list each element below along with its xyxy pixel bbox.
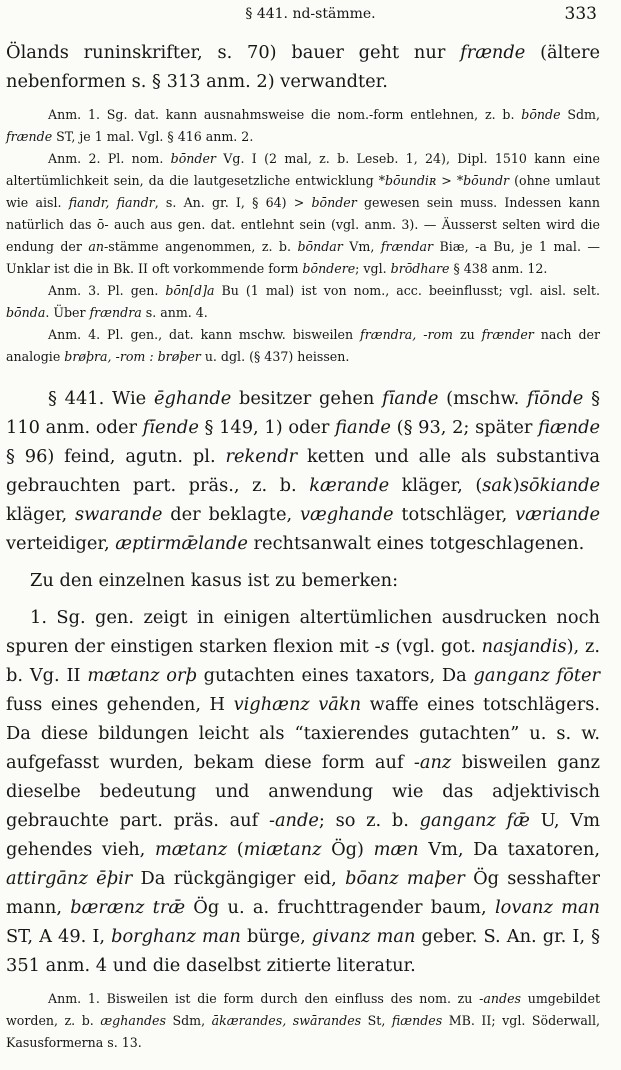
note-anm-4: Anm. 4. Pl. gen., dat. kann mschw. bisweilen frændra, -rom zu frænder nach der analogie brøþra, -rom : brøþer u. dgl. (§ 437) heissen. [6,327,601,364]
page-number: 333 [564,4,597,24]
paragraph-sg-gen: 1. Sg. gen. zeigt in einigen altertümlichen ausdrucken noch spuren der einstigen starken flexion mit -s (vgl. got. nasjandis), z. b. Vg. II mætanz orþ gutachten eines taxators, Da ganganz fōter fuss eines gehenden, H vighænz vākn waffe eines totschlägers. Da diese bildungen leicht als “taxierendes gutachten” u. s. w. aufgefasst wurden, bekam diese form auf -anz bisweilen ganz dieselbe bedeutung und anwendung wie das adjektivisch gebrauchte part. präs. auf -ande; so z. b. ganganz fǣ U, Vm gehendes vieh, mætanz (miætanz Ög) mæn Vm, Da taxatoren, attirgānz ēþir Da rückgängiger eid, bōanz maþer Ög sesshafter mann, bærænz trǣ Ög u. a. fruchttragender baum, lovanz man ST, A 49. I, borghanz man bürge, givanz man geber. S. An. gr. I, § 351 anm. 4 und die daselbst zitierte literatur. [6,607,601,976]
paragraph-continuation: Ölands runinskrifter, s. 70) bauer geht nur frænde (ältere nebenformen s. § 313 anm. 2) verwandter. [6,42,601,92]
note-anm-3: Anm. 3. Pl. gen. bōn[d]a Bu (1 mal) ist von nom., acc. beeinflusst; vgl. aisl. selt. bōnda. Über frændra s. anm. 4. [6,283,600,320]
note-anm-2: Anm. 2. Pl. nom. bōnder Vg. I (2 mal, z. b. Leseb. 1, 24), Dipl. 1510 kann eine altertümlichkeit sein, da die lautgesetzliche entwicklung *bōundiʀ > *bōundr (ohne umlaut wie aisl. fiandr, fiandr, s. An. gr. I, § 64) > bōnder gewesen sein muss. Indessen kann natürlich das ō- auch aus gen. dat. entlehnt sein (vgl. anm. 3). — Äusserst selten wird die endung der an-stämme angenommen, z. b. bōndar Vm, frændar Biæ, -a Bu, je 1 mal. — Unklar ist die in Bk. II oft vorkommende form bōndere; vgl. brōdhare § 438 anm. 12. [6,151,601,276]
note-anm-1-kasus: Anm. 1. Bisweilen ist die form durch den einfluss des nom. zu -andes umgebildet worden, z. b. æghandes Sdm, ākærandes, swārandes St, fiændes MB. II; vgl. Söderwall, Kasusformerna s. 13. [6,991,601,1050]
note-anm-1: Anm. 1. Sg. dat. kann ausnahmsweise die nom.-form entlehnen, z. b. bōnde Sdm, frænde ST, je 1 mal. Vgl. § 416 anm. 2. [6,107,600,144]
running-title: § 441. nd-stämme. [245,6,376,22]
kasus-heading: Zu den einzelnen kasus ist zu bemerken: [30,570,399,591]
section-441: § 441. Wie ēghande besitzer gehen fīande (mschw. fīōnde § 110 anm. oder fīende § 149, 1) oder fiande (§ 93, 2; später fiænde § 96) feind, agutn. pl. rekendr ketten und alle als substantiva gebrauchten part. präs., z. b. kærande kläger, (sak)sōkiande kläger, swarande der beklagte, væghande totschläger, væriande verteidiger, æptirmǣlande rechtsanwalt eines totgeschlagenen. [6,388,601,554]
page-body [6,38,600,1054]
running-header [0,4,621,26]
